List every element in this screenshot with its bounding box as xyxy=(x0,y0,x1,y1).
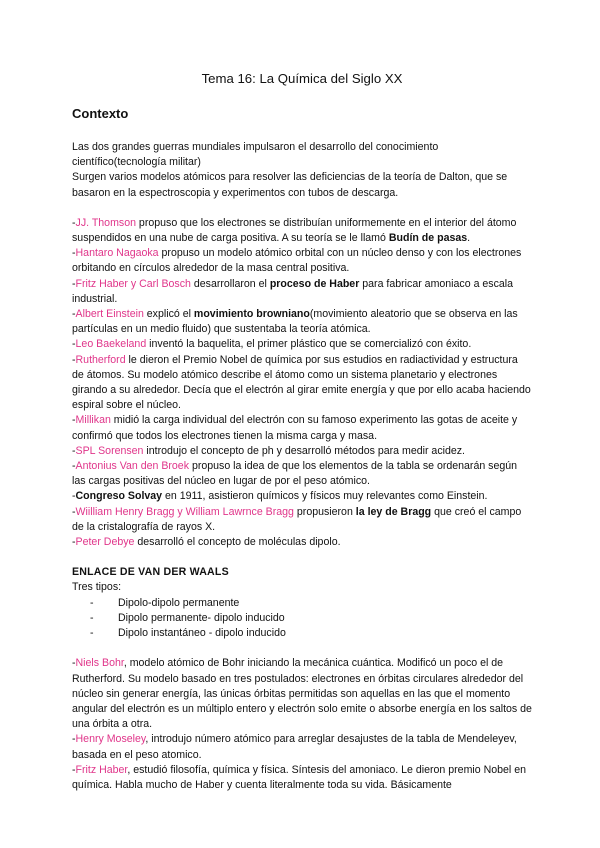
intro-line: Surgen varios modelos atómicos para resolver las deficiencias de la teoría de Dalton, que se basaron en la espectroscopia y experimentos con tubos de descarga. xyxy=(72,171,508,199)
list-item: -Leo Baekeland inventó la baquelita, el primer plástico que se comercializó con éxito. xyxy=(72,338,472,351)
list-item: -Niels Bohr, modelo atómico de Bohr iniciando la mecánica cuántica. Modificó un poco el de Rutherford. Su modelo basado en tres postulados: electrones en órbitas circulares alrededor del núcleo sin generar energía, las únicas órbitas permitidas son aquellas en las que el momento angular del electrón es un múltiplo entero y electrón solo emite o absorbe energía en los saltos de una órbita a otra. xyxy=(72,657,532,731)
list-item: -Albert Einstein explicó el movimiento browniano(movimiento aleatorio que se observa en las partículas en un medio fluido) que sustentaba la teoría atómica. xyxy=(72,308,518,336)
list-item: -Rutherford le dieron el Premio Nobel de química por sus estudios en radiactividad y estructura de átomos. Su modelo atómico describe el átomo como un sistema planetario y electrones girando a su alrededor. Decía que el electrón al girar emite energía y que por ello acaba haciendo espiral sobre el núcleo. xyxy=(72,353,531,412)
entry-text: (movimiento aleatorio que se observa en las partículas en un medio fluido) que sustentaba la teoría atómica. xyxy=(72,308,518,336)
scientists-list-2 xyxy=(72,656,532,793)
intro-line: Las dos grandes guerras mundiales impulsaron el desarrollo del conocimiento científico(tecnología militar) xyxy=(72,141,439,169)
vdw-lead: Tres tipos: xyxy=(72,581,122,594)
entry-text: propusieron xyxy=(293,505,356,518)
intro-paragraph xyxy=(72,140,532,201)
entry-text: . xyxy=(467,232,471,245)
scientists-list xyxy=(72,216,532,550)
entry-bold: Congreso Solvay xyxy=(75,490,163,503)
scientist-name: Rutherford xyxy=(75,353,126,366)
page-title: Tema 16: La Química del Siglo XX xyxy=(201,71,403,86)
scientist-name: Henry Moseley xyxy=(75,733,146,746)
scientist-name: Fritz Haber xyxy=(75,763,128,776)
list-item: -Hantaro Nagaoka propuso un modelo atómico orbital con un núcleo denso y con los electrones orbitando en círculos alrededor de la masa central positiva. xyxy=(72,247,522,275)
list-item: -Congreso Solvay en 1911, asistieron químicos y físicos muy relevantes como Einstein. xyxy=(72,490,488,503)
entry-bold: la ley de Bragg xyxy=(355,505,432,518)
scientist-name: Leo Baekeland xyxy=(75,338,147,351)
scientist-name: Millikan xyxy=(75,414,111,427)
list-item: - Dipolo permanente- dipolo inducido xyxy=(90,611,532,626)
entry-text: propuso que los electrones se distribuían uniformemente en el interior del átomo suspendidos en una nube de carga positiva. A su teoría se le llamó xyxy=(72,216,517,245)
entry-text: midió la carga individual del electrón con su famoso experimento las gotas de aceite y confirmó que todos los electrones tienen la misma carga y masa. xyxy=(72,414,518,442)
list-item: -JJ. Thomson propuso que los electrones se distribuían uniformemente en el interior del átomo suspendidos en una nube de carga positiva. A su teoría se le llamó Budín de pasas. xyxy=(72,216,517,245)
entry-text: le dieron el Premio Nobel de química por sus estudios en radiactividad y estructura de átomos. Su modelo atómico describe el átomo como un sistema planetario y electrones girando a su alrededor. Decía que el electrón al girar emite energía y que por ello acaba haciendo espiral sobre el núcleo. xyxy=(72,353,531,412)
entry-text: para fabricar amoniaco a escala industrial. xyxy=(72,277,514,305)
entry-text: inventó la baquelita, el primer plástico que se comercializó con éxito. xyxy=(146,338,472,351)
scientist-name: Fritz Haber y Carl Bosch xyxy=(75,277,191,290)
scientist-name: Antonius Van den Broek xyxy=(75,460,189,473)
entry-text: explicó el xyxy=(143,308,194,321)
entry-bold: movimiento browniano xyxy=(193,308,310,321)
entry-text: desarrolló el concepto de moléculas dipolo. xyxy=(134,536,341,549)
scientist-name: Peter Debye xyxy=(75,536,135,549)
scientist-name: Wiilliam Henry Bragg y William Lawrnce Bragg xyxy=(75,505,294,518)
entry-text: en 1911, asistieron químicos y físicos muy relevantes como Einstein. xyxy=(162,490,488,503)
entry-text: , introdujo número atómico para arreglar desajustes de la tabla de Mendeleyev, basada en el peso atomico. xyxy=(72,733,517,761)
list-item: -Antonius Van den Broek propuso la idea de que los elementos de la tabla se ordenarán según las cargas positivas del núcleo en lugar de por el peso atómico. xyxy=(72,460,518,488)
entry-bold: proceso de Haber xyxy=(269,277,360,290)
scientist-name: JJ. Thomson xyxy=(75,216,136,229)
list-item: -Fritz Haber y Carl Bosch desarrollaron el proceso de Haber para fabricar amoniaco a escala industrial. xyxy=(72,277,514,305)
list-item: -Millikan midió la carga individual del electrón con su famoso experimento las gotas de aceite y confirmó que todos los electrones tienen la misma carga y masa. xyxy=(72,414,518,442)
section-heading-contexto: Contexto xyxy=(72,106,129,121)
list-item: -Henry Moseley, introdujo número atómico para arreglar desajustes de la tabla de Mendeleyev, basada en el peso atomico. xyxy=(72,733,517,761)
entry-text: propuso la idea de que los elementos de la tabla se ordenarán según las cargas positivas del núcleo en lugar de por el peso atómico. xyxy=(72,460,518,488)
scientist-name: Hantaro Nagaoka xyxy=(75,247,159,260)
vdw-heading: ENLACE DE VAN DER WAALS xyxy=(72,566,229,579)
list-item: - Dipolo instantáneo - dipolo inducido xyxy=(90,626,532,641)
vdw-types-list xyxy=(72,596,532,642)
scientist-name: SPL Sorensen xyxy=(75,444,144,457)
entry-text: , modelo atómico de Bohr iniciando la mecánica cuántica. Modificó un poco el de Rutherford. Su modelo basado en tres postulados: electrones en órbitas circulares alrededor del núcleo sin generar energía, las únicas órbitas permitidas son aquellas en las que el momento angular del electrón es un múltiplo entero y electrón solo emite o absorbe energía en los saltos de una órbita a otra. xyxy=(72,657,532,731)
entry-bold: Budín de pasas xyxy=(388,232,468,245)
list-item: -SPL Sorensen introdujo el concepto de ph y desarrolló métodos para medir acidez. xyxy=(72,444,465,457)
entry-text: propuso un modelo atómico orbital con un núcleo denso y con los electrones orbitando en círculos alrededor de la masa central positiva. xyxy=(72,247,522,275)
document-page xyxy=(72,70,532,793)
list-item: -Peter Debye desarrolló el concepto de moléculas dipolo. xyxy=(72,536,341,549)
list-item: -Wiilliam Henry Bragg y William Lawrnce Bragg propusieron la ley de Bragg que creó el campo de la cristalografía de rayos X. xyxy=(72,505,522,533)
entry-text: desarrollaron el xyxy=(190,277,270,290)
list-item: - Dipolo-dipolo permanente xyxy=(90,596,532,611)
entry-text: , estudió filosofía, química y física. Síntesis del amoniaco. Le dieron premio Nobel en química. Habla mucho de Haber y cuenta literalmente toda su vida. Básicamente xyxy=(72,763,526,791)
scientist-name: Albert Einstein xyxy=(75,308,144,321)
entry-text: introdujo el concepto de ph y desarrolló métodos para medir acidez. xyxy=(143,444,465,457)
entry-text: que creó el campo de la cristalografía de rayos X. xyxy=(72,505,522,533)
scientist-name: Niels Bohr xyxy=(75,657,124,670)
list-item: -Fritz Haber, estudió filosofía, química y física. Síntesis del amoniaco. Le dieron premio Nobel en química. Habla mucho de Haber y cuenta literalmente toda su vida. Básicamente xyxy=(72,763,526,791)
